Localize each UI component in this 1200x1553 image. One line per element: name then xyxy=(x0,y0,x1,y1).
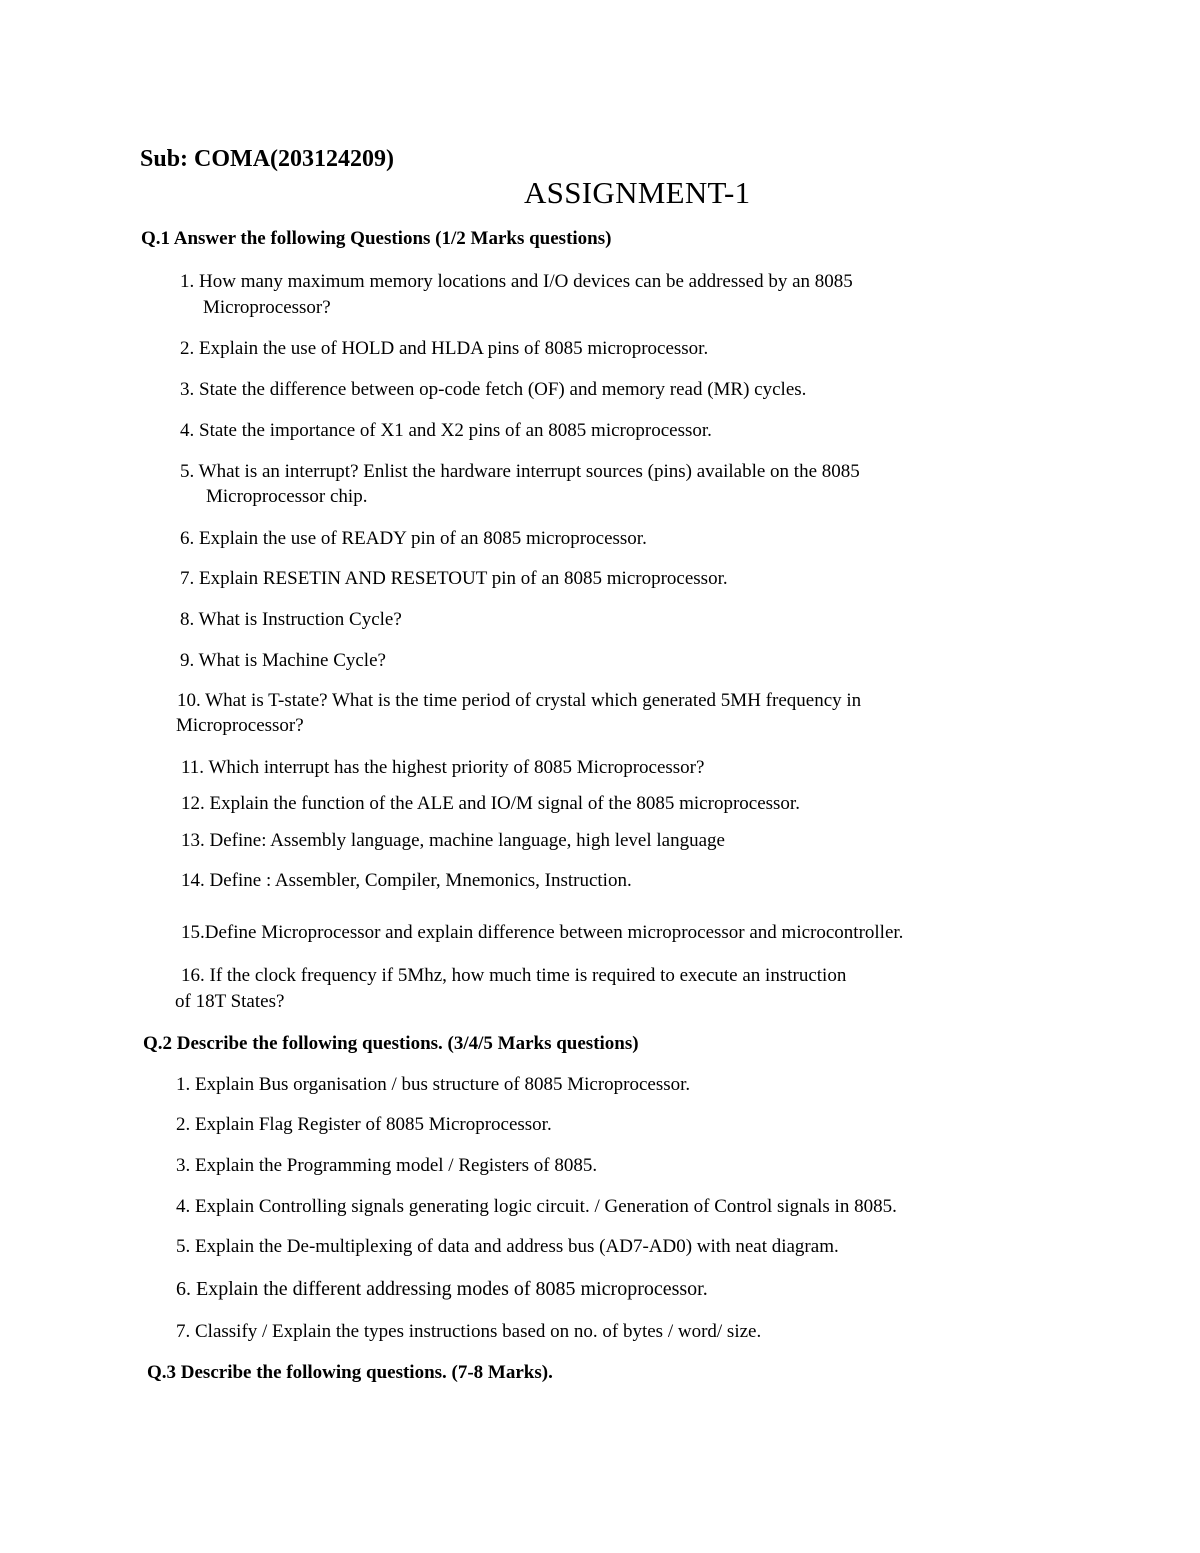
q1-item-16-line-2: of 18T States? xyxy=(175,991,285,1012)
section-heading-q3: Q.3 Describe the following questions. (7-8 Marks). xyxy=(147,1362,553,1383)
q1-item-15: 15.Define Microprocessor and explain difference between microprocessor and microcontroller. xyxy=(181,922,904,943)
q2-item-5: 5. Explain the De-multiplexing of data and address bus (AD7-AD0) with neat diagram. xyxy=(176,1236,839,1257)
q1-item-1-line-2: Microprocessor? xyxy=(203,297,331,318)
q1-item-8: 8. What is Instruction Cycle? xyxy=(180,609,402,630)
q2-item-1: 1. Explain Bus organisation / bus structure of 8085 Microprocessor. xyxy=(176,1074,691,1095)
q2-item-3: 3. Explain the Programming model / Registers of 8085. xyxy=(176,1155,598,1176)
q1-item-11: 11. Which interrupt has the highest priority of 8085 Microprocessor? xyxy=(181,757,705,778)
section-heading-q1: Q.1 Answer the following Questions (1/2 Marks questions) xyxy=(141,228,612,249)
q1-item-2: 2. Explain the use of HOLD and HLDA pins of 8085 microprocessor. xyxy=(180,338,709,359)
q1-item-5-line-1: 5. What is an interrupt? Enlist the hardware interrupt sources (pins) available on the 8085 xyxy=(180,461,860,482)
q1-item-14: 14. Define : Assembler, Compiler, Mnemonics, Instruction. xyxy=(181,870,632,891)
q1-item-4: 4. State the importance of X1 and X2 pins of an 8085 microprocessor. xyxy=(180,420,712,441)
q1-item-16-line-1: 16. If the clock frequency if 5Mhz, how much time is required to execute an instruction xyxy=(181,965,847,986)
q1-item-5-line-2: Microprocessor chip. xyxy=(206,486,368,507)
assignment-title: ASSIGNMENT-1 xyxy=(524,175,751,210)
q1-item-1-line-1: 1. How many maximum memory locations and I/O devices can be addressed by an 8085 xyxy=(180,271,853,292)
q1-item-3: 3. State the difference between op-code fetch (OF) and memory read (MR) cycles. xyxy=(180,379,807,400)
q1-item-10-line-2: Microprocessor? xyxy=(176,715,304,736)
q2-item-2: 2. Explain Flag Register of 8085 Microprocessor. xyxy=(176,1114,552,1135)
q1-item-6: 6. Explain the use of READY pin of an 8085 microprocessor. xyxy=(180,528,647,549)
q2-item-6: 6. Explain the different addressing modes of 8085 microprocessor. xyxy=(176,1278,708,1300)
subject-line: Sub: COMA(203124209) xyxy=(140,146,395,172)
q1-item-13: 13. Define: Assembly language, machine language, high level language xyxy=(181,830,725,851)
q1-item-12: 12. Explain the function of the ALE and IO/M signal of the 8085 microprocessor. xyxy=(181,793,800,814)
q2-item-7: 7. Classify / Explain the types instructions based on no. of bytes / word/ size. xyxy=(176,1321,762,1342)
section-heading-q2: Q.2 Describe the following questions. (3/4/5 Marks questions) xyxy=(143,1033,639,1054)
q1-item-10-line-1: 10. What is T-state? What is the time period of crystal which generated 5MH frequency in xyxy=(177,690,862,711)
q2-item-4: 4. Explain Controlling signals generating logic circuit. / Generation of Control signals in 8085. xyxy=(176,1196,897,1217)
q1-item-9: 9. What is Machine Cycle? xyxy=(180,650,386,671)
q1-item-7: 7. Explain RESETIN AND RESETOUT pin of an 8085 microprocessor. xyxy=(180,568,728,589)
